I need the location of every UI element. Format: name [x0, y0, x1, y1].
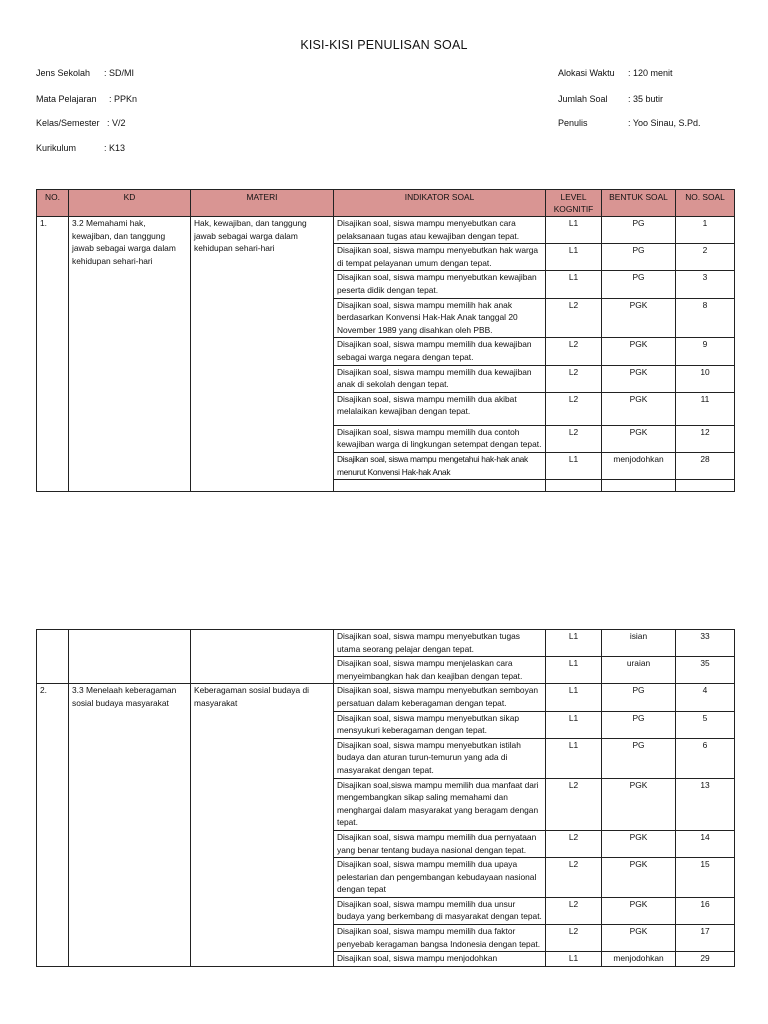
cell-bentuk: PG	[602, 738, 676, 778]
cell-level: L1	[546, 630, 602, 657]
meta-label: Kurikulum	[36, 143, 77, 153]
meta-subject	[36, 94, 137, 104]
header-kd: KD	[69, 190, 191, 217]
cell-indikator: Disajikan soal, siswa mampu mengetahui hak-hak anak menurut Konvensi Hak-hak Anak	[334, 452, 546, 479]
cell-no-soal: 15	[676, 858, 735, 898]
cell-no-soal: 3	[676, 271, 735, 298]
cell-no-soal: 8	[676, 298, 735, 338]
cell-materi: Hak, kewajiban, dan tanggung jawab sebagai warga dalam kehidupan sehari-hari	[191, 217, 334, 492]
cell-bentuk: PGK	[602, 858, 676, 898]
header-indikator: INDIKATOR SOAL	[334, 190, 546, 217]
cell-indikator: Disajikan soal, siswa mampu memilih dua contoh kewajiban warga di lingkungan setempat dengan tepat.	[334, 425, 546, 452]
cell-level: L1	[546, 738, 602, 778]
meta-value: : V/2	[107, 118, 126, 128]
meta-label: Alokasi Waktu	[558, 68, 615, 78]
cell-indikator: Disajikan soal, siswa mampu menyebutkan semboyan persatuan dalam keberagaman dengan tepat.	[334, 684, 546, 711]
cell-bentuk: PG	[602, 244, 676, 271]
cell-bentuk: menjodohkan	[602, 452, 676, 479]
cell-level: L2	[546, 830, 602, 857]
cell-bentuk: PG	[602, 684, 676, 711]
cell-bentuk: PG	[602, 711, 676, 738]
cell-level: L2	[546, 897, 602, 924]
cell-indikator: Disajikan soal, siswa mampu memilih hak anak berdasarkan Konvensi Hak-Hak Anak tanggal 20 November 1989 yang disahkan oleh PBB.	[334, 298, 546, 338]
cell-level: L2	[546, 338, 602, 365]
cell-level: L2	[546, 392, 602, 425]
meta-value: : K13	[104, 143, 126, 153]
header-materi: MATERI	[191, 190, 334, 217]
cell-kd: 3.2 Memahami hak, kewajiban, dan tanggung jawab sebagai warga dalam kehidupan sehari-hari	[69, 217, 191, 492]
cell-level: L1	[546, 452, 602, 479]
cell-no-soal: 5	[676, 711, 735, 738]
table-row	[37, 217, 735, 244]
cell-bentuk: PGK	[602, 925, 676, 952]
cell-no	[37, 630, 69, 684]
cell-no-soal: 6	[676, 738, 735, 778]
cell-bentuk: menjodohkan	[602, 952, 676, 967]
meta-school	[36, 68, 134, 78]
cell-level: L1	[546, 217, 602, 244]
cell-indikator: Disajikan soal, siswa mampu memilih dua upaya pelestarian dan pengembangan kebudayaan nasional dengan tepat	[334, 858, 546, 898]
cell-bentuk: PGK	[602, 392, 676, 425]
cell-indikator: Disajikan soal, siswa mampu menyebutkan kewajiban peserta didik dengan tepat.	[334, 271, 546, 298]
cell-no-soal: 16	[676, 897, 735, 924]
cell-materi	[191, 630, 334, 684]
cell-no-soal: 29	[676, 952, 735, 967]
cell-indikator: Disajikan soal, siswa mampu menyebutkan hak warga di tempat pelayanan umum dengan tepat.	[334, 244, 546, 271]
meta-count	[558, 94, 663, 104]
cell-materi: Keberagaman sosial budaya di masyarakat	[191, 684, 334, 966]
cell-level: L1	[546, 244, 602, 271]
cell-level: L2	[546, 925, 602, 952]
cell-indikator: Disajikan soal,siswa mampu memilih dua manfaat dari mengembangkan sikap saling memahami dan menghargai dalam masyarakat yang beragam dengan tepat.	[334, 778, 546, 830]
cell-level: L1	[546, 952, 602, 967]
cell-empty	[676, 480, 735, 492]
cell-bentuk: PGK	[602, 365, 676, 392]
cell-bentuk: uraian	[602, 657, 676, 684]
header-level: LEVEL KOGNITIF	[546, 190, 602, 217]
meta-curriculum	[36, 143, 125, 153]
meta-class	[36, 118, 126, 128]
cell-level: L2	[546, 298, 602, 338]
cell-level: L1	[546, 271, 602, 298]
cell-level: L1	[546, 711, 602, 738]
cell-no-soal: 14	[676, 830, 735, 857]
cell-no-soal: 11	[676, 392, 735, 425]
cell-no-soal: 17	[676, 925, 735, 952]
cell-no-soal: 28	[676, 452, 735, 479]
meta-label: Jumlah Soal	[558, 94, 608, 104]
page-title: KISI-KISI PENULISAN SOAL	[300, 38, 468, 52]
cell-bentuk: PG	[602, 271, 676, 298]
cell-no-soal: 13	[676, 778, 735, 830]
cell-bentuk: PG	[602, 217, 676, 244]
cell-level: L2	[546, 365, 602, 392]
cell-bentuk: PGK	[602, 338, 676, 365]
cell-level: L2	[546, 425, 602, 452]
cell-no-soal: 9	[676, 338, 735, 365]
meta-value: : SD/MI	[104, 68, 135, 78]
cell-indikator: Disajikan soal, siswa mampu memilih dua unsur budaya yang berkembang di masyarakat dengan tepat.	[334, 897, 546, 924]
meta-value: : 35 butir	[628, 94, 664, 104]
meta-time	[558, 68, 673, 78]
cell-indikator: Disajikan soal, siswa mampu memilih dua kewajiban sebagai warga negara dengan tepat.	[334, 338, 546, 365]
cell-indikator: Disajikan soal, siswa mampu menjodohkan	[334, 952, 546, 967]
kisi-table-page1	[36, 189, 735, 492]
cell-no: 2.	[37, 684, 69, 966]
header-bentuk: BENTUK SOAL	[602, 190, 676, 217]
cell-indikator: Disajikan soal, siswa mampu memilih dua kewajiban anak di sekolah dengan tepat.	[334, 365, 546, 392]
meta-value: : PPKn	[109, 94, 138, 104]
cell-level: L2	[546, 858, 602, 898]
cell-bentuk: PGK	[602, 298, 676, 338]
table-header-row	[37, 190, 735, 217]
cell-no-soal: 33	[676, 630, 735, 657]
cell-bentuk: PGK	[602, 778, 676, 830]
cell-indikator: Disajikan soal, siswa mampu memilih dua pernyataan yang benar tentang budaya nasional dengan tepat.	[334, 830, 546, 857]
cell-bentuk: PGK	[602, 830, 676, 857]
cell-level: L1	[546, 684, 602, 711]
table-row	[37, 630, 735, 657]
kisi-table-page2	[36, 629, 735, 967]
meta-label: Kelas/Semester	[36, 118, 100, 128]
cell-bentuk: PGK	[602, 425, 676, 452]
cell-empty	[602, 480, 676, 492]
cell-kd: 3.3 Menelaah keberagaman sosial budaya masyarakat	[69, 684, 191, 966]
cell-indikator: Disajikan soal, siswa mampu menyebutkan sikap mensyukuri keberagaman dengan tepat.	[334, 711, 546, 738]
cell-indikator: Disajikan soal, siswa mampu menyebutkan tugas utama seorang pelajar dengan tepat.	[334, 630, 546, 657]
meta-value: : 120 menit	[628, 68, 673, 78]
cell-kd	[69, 630, 191, 684]
cell-bentuk: PGK	[602, 897, 676, 924]
cell-level: L2	[546, 778, 602, 830]
meta-label: Mata Pelajaran	[36, 94, 97, 104]
cell-empty	[334, 480, 546, 492]
cell-indikator: Disajikan soal, siswa mampu menjelaskan cara menyeimbangkan hak dan keajiban dengan tepat.	[334, 657, 546, 684]
meta-author	[558, 118, 701, 128]
cell-indikator: Disajikan soal, siswa mampu memilih dua faktor penyebab keragaman bangsa Indonesia dengan tepat.	[334, 925, 546, 952]
meta-label: Jens Sekolah	[36, 68, 91, 78]
cell-no-soal: 1	[676, 217, 735, 244]
header-no-soal: NO. SOAL	[676, 190, 735, 217]
header-no: NO.	[37, 190, 69, 217]
cell-no-soal: 35	[676, 657, 735, 684]
cell-bentuk: isian	[602, 630, 676, 657]
meta-value: : Yoo Sinau, S.Pd.	[628, 118, 701, 128]
cell-indikator: Disajikan soal, siswa mampu menyebutkan istilah budaya dan aturan turun-temurun yang ada di masyarakat dengan tepat.	[334, 738, 546, 778]
meta-label: Penulis	[558, 118, 588, 128]
cell-no-soal: 4	[676, 684, 735, 711]
cell-no-soal: 2	[676, 244, 735, 271]
cell-indikator: Disajikan soal, siswa mampu memilih dua akibat melalaikan kewajiban dengan tepat.	[334, 392, 546, 425]
cell-level: L1	[546, 657, 602, 684]
cell-indikator: Disajikan soal, siswa mampu menyebutkan cara pelaksanaan tugas atau kewajiban dengan tepat.	[334, 217, 546, 244]
cell-no-soal: 12	[676, 425, 735, 452]
cell-empty	[546, 480, 602, 492]
cell-no: 1.	[37, 217, 69, 492]
cell-no-soal: 10	[676, 365, 735, 392]
table-row	[37, 684, 735, 711]
